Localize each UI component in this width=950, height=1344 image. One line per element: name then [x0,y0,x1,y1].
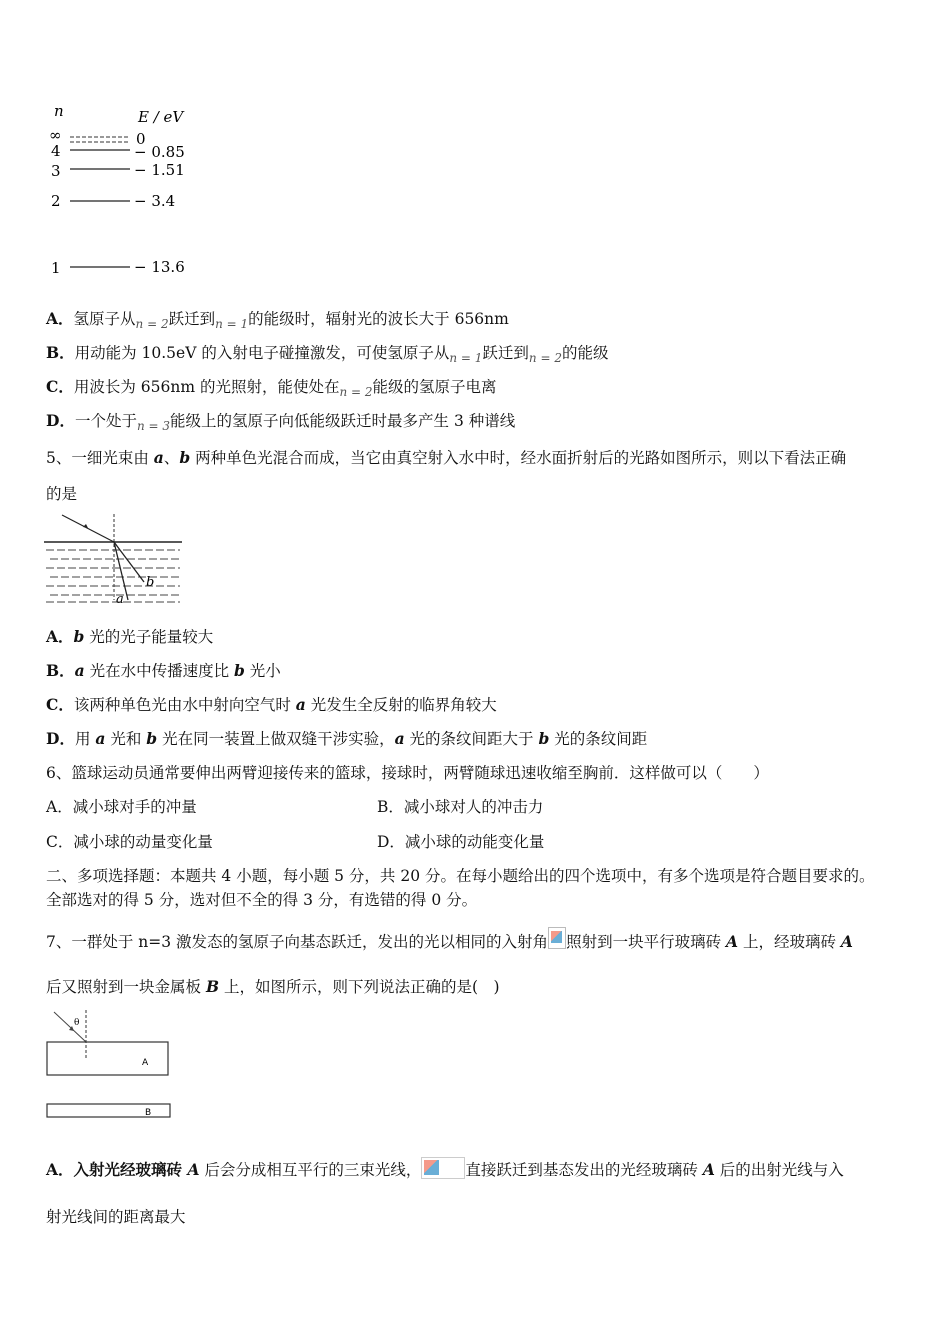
q5-option-d [46,729,647,749]
option-text: 射光线间的距离最大 [46,1208,186,1226]
glass-block-figure [44,1008,176,1120]
option-text: 光在同一装置上做双缝干涉实验， [157,730,395,748]
axis-n-label: n [54,102,64,120]
q4-option-a [46,309,509,334]
axis-e-label: E / eV [138,108,184,126]
option-text: 用动能为 10.5eV 的入射电子碰撞激发，可使氢原子从 [74,344,450,362]
option-text: C．减小球的动量变化量 [46,833,213,851]
stem-text: 6、篮球运动员通常要伸出两臂迎接传来的篮球，接球时，两臂随球迅速收缩至胸前．这样做可以（ ） [46,764,769,782]
option-text: 该两种单色光由水中射向空气时 [73,696,296,714]
option-letter: C． [46,695,74,714]
var-b: b [179,448,191,467]
stem-text: 5、一细光束由 [46,449,154,467]
level-e-1: − 13.6 [134,258,185,276]
level-n-inf: ∞ [49,126,62,144]
math-n: n = 1 [449,351,483,365]
level-n-3: 3 [51,162,61,180]
plate-B-label: B [145,1108,152,1118]
option-letter: A． [46,627,74,646]
var: a [295,695,306,714]
q6-stem [46,763,769,783]
q6-option-a [46,797,197,817]
option-letter: D． [46,729,75,748]
option-text: A．入射光经玻璃砖 [46,1160,188,1179]
option-text: 光在水中传播速度比 [84,662,235,680]
q6-option-c [46,832,213,852]
section2-line1 [46,866,875,886]
option-text: 后会分成相互平行的三束光线， [199,1161,422,1179]
option-text: 后的出射光线与入 [714,1161,844,1179]
math-n: n = 1 [215,317,249,331]
var-A: A [702,1160,715,1179]
stem-text: 、 [163,449,180,467]
stem-text: 两种单色光混合而成，当它由真空射入水中时，经水面折射后的光路如图所示，则以下看法正确 [190,449,847,467]
option-text: 光的光子能量较大 [84,628,214,646]
q7-option-a-line2 [46,1207,186,1227]
q6-option-d [377,832,544,852]
theta-label: θ [74,1018,80,1028]
block-A-label: A [142,1058,149,1068]
energy-level-diagram [44,100,204,280]
option-text: A．减小球对手的冲量 [46,798,197,816]
level-e-inf: 0 [136,130,146,148]
q5-option-c [46,695,497,715]
option-text: 能级的氢原子电离 [372,378,497,396]
level-e-4: − 0.85 [134,143,185,161]
var: a [74,661,85,680]
q7-stem-line1 [46,927,853,952]
q6-option-b [377,797,543,817]
var: a [394,729,405,748]
section-text: 全部选对的得 5 分，选对但不全的得 3 分，有选错的得 0 分。 [46,891,478,909]
q5-stem-line1 [46,448,846,468]
var: b [73,627,85,646]
math-n: n = 2 [339,385,373,399]
option-text: 跃迁到 [482,344,529,362]
option-text: 的能级时，辐射光的波长大于 656nm [248,310,509,328]
option-text: 的能级 [561,344,609,362]
level-n-4: 4 [51,142,61,160]
q5-option-a [46,627,213,647]
option-text: 一个处于 [74,412,137,430]
math-n: n = 2 [528,351,562,365]
broken-image-icon [421,1157,465,1179]
level-n-2: 2 [51,192,61,210]
option-text: B．减小球对人的冲击力 [377,798,544,816]
var-A: A [840,932,853,951]
option-text: 能级上的氢原子向低能级跃迁时最多产生 3 种谱线 [170,412,516,430]
option-text: 光小 [244,662,281,680]
stem-text: 后又照射到一块金属板 [46,978,206,996]
q5-stem-line2 [46,484,77,504]
stem-text: 上，如图所示，则下列说法正确的是( ) [219,978,500,996]
refraction-figure [44,512,186,606]
q4-option-b [46,343,608,368]
level-e-3: − 1.51 [134,161,185,179]
q5-option-b [46,661,281,681]
math-n: n = 3 [136,419,171,433]
stem-text: 照射到一块平行玻璃砖 [566,933,726,951]
ray-label-a: a [116,592,124,606]
stem-text: 7、一群处于 n=3 激发态的氢原子向基态跃迁，发出的光以相同的入射角 [46,933,549,951]
level-n-1: 1 [51,259,61,277]
option-text: 跃迁到 [168,310,216,328]
section2-line2 [46,890,477,910]
var: b [234,661,245,680]
option-text: 氢原子从 [73,310,136,328]
option-letter: A． [46,309,74,328]
section-text: 二、多项选择题：本题共 4 小题，每小题 5 分，共 20 分。在每小题给出的四个选项中，有多个选项是符合题目要求的。 [46,867,875,885]
var: b [538,729,550,748]
var-B: B [205,977,220,996]
var-A: A [187,1160,200,1179]
broken-image-icon [548,927,566,949]
q4-option-d [46,411,515,436]
option-text: 直接跃迁到基态发出的光经玻璃砖 [465,1161,703,1179]
option-text: 光的条纹间距 [549,730,648,748]
var: b [146,729,158,748]
option-text: D．减小球的动能变化量 [377,833,545,851]
ray-label-b: b [146,575,155,590]
q4-option-c [46,377,497,402]
var-a: a [153,448,164,467]
stem-text: 的是 [46,485,78,503]
option-letter: C． [46,377,74,396]
option-text: 用 [74,730,96,748]
option-letter: B． [46,343,75,362]
q7-stem-line2 [46,977,500,997]
option-text: 光的条纹间距大于 [404,730,539,748]
option-letter: B． [46,661,75,680]
var: a [95,729,106,748]
option-text: 光和 [105,730,147,748]
option-text: 用波长为 656nm 的光照射，能使处在 [73,378,340,396]
var-A: A [726,932,739,951]
q7-option-a-line1 [46,1157,844,1180]
stem-text: 上，经玻璃砖 [738,933,841,951]
math-n: n = 2 [135,317,169,331]
option-letter: D． [46,411,75,430]
option-text: 光发生全反射的临界角较大 [305,696,497,714]
level-e-2: − 3.4 [134,192,176,210]
